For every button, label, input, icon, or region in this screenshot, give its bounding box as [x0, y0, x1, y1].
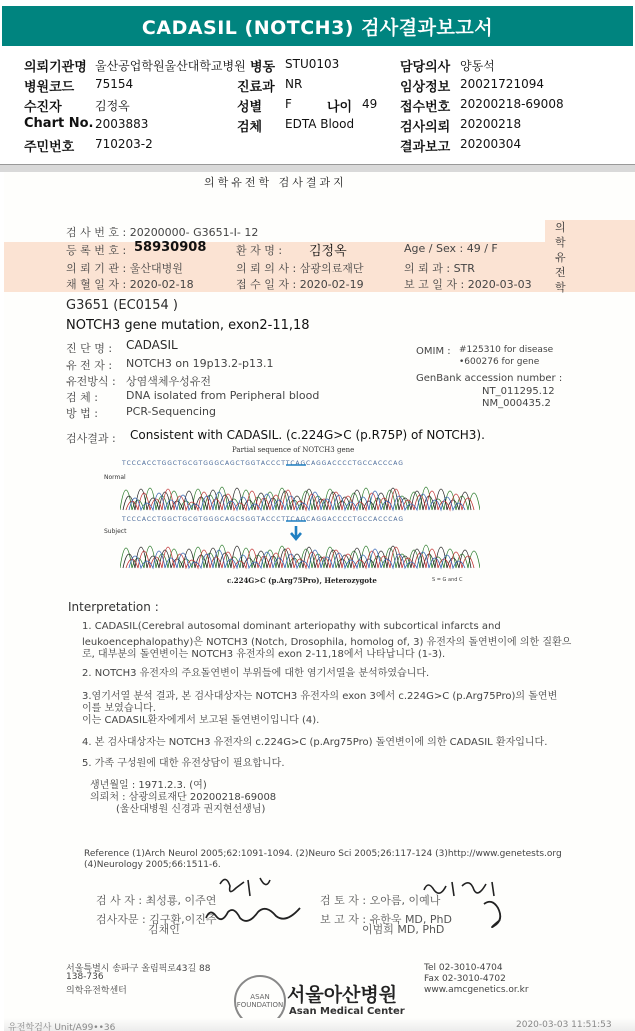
normal-label: Normal: [104, 474, 126, 481]
interp-5: 5. 가족 구성원에 대한 유전상담이 필요합니다.: [82, 758, 285, 769]
omim-disease: #125310 for disease: [459, 345, 554, 355]
diagnosis-value: CADASIL: [126, 338, 178, 352]
patient-value: 김정옥: [309, 244, 347, 259]
examinee-label: 수진자: [24, 100, 62, 115]
interp-3c: 이는 CADASIL환자에게서 보고된 돌연변이입니다 (4).: [82, 715, 320, 726]
clinical-label: 임상정보: [400, 80, 451, 95]
seq-top: T C C C A C C T G G C T G C G T G G G C A G C T G G T A C C C T T C A G C A G G A C C C C T G C C A C C C A G: [122, 460, 403, 467]
inherit-value: 상염색체우성유전: [126, 375, 212, 388]
age-label: 나이: [327, 100, 353, 115]
dept-value: NR: [285, 77, 303, 91]
receipt-value: 20200218-69008: [460, 97, 564, 111]
gene-label: 유 전 자 :: [66, 359, 113, 372]
figure-note: S = G and C: [432, 577, 463, 583]
supervisor-2: 김채인: [148, 923, 180, 936]
verifier: 검 토 자 : 오아름, 이예나: [320, 894, 441, 907]
test-code: G3651 (EC0154 ): [66, 298, 178, 313]
reg-no-value: 58930908: [134, 240, 207, 255]
rrn-label: 주민번호: [24, 140, 75, 155]
sex-label: 성별: [237, 100, 263, 115]
genbank-1: NT_011295.12: [482, 386, 555, 397]
address-1: 서울특별시 송파구 올림픽로43길 88: [66, 964, 211, 974]
result-value: Consistent with CADASIL. (c.224G>C (p.R75P) of NOTCH3).: [130, 428, 485, 442]
contact-web: www.amcgenetics.or.kr: [424, 985, 529, 995]
chart-value: 2003883: [95, 117, 149, 131]
hospital-code-label: 병원코드: [24, 80, 75, 95]
document-title: 의학유전학 검사결과지: [204, 176, 347, 189]
diagnosis-label: 진 단 명 :: [66, 342, 113, 355]
specimen-value-doc: DNA isolated from Peripheral blood: [126, 389, 320, 402]
doc-doctor: 의 뢰 의 사 : 삼광의료재단: [236, 262, 364, 275]
supervisor: 검사자문 : 김구환,이진주: [96, 913, 217, 926]
gene-value: NOTCH3 on 19p13.2-p13.1: [126, 357, 274, 370]
request-value: 20200218: [460, 117, 522, 131]
footer-unit: 유전학검사 Unit/A99••36: [8, 1023, 116, 1031]
ward-value: STU0103: [285, 57, 340, 71]
reporter-2: 이범희 MD, PhD: [362, 923, 445, 936]
document-gap: [0, 165, 635, 172]
request-label: 검사의뢰: [400, 120, 451, 135]
reporter: 보 고 자 : 유한욱 MD, PhD: [320, 913, 452, 926]
reference-2: (4)Neurology 2005;66:1511-6.: [84, 860, 221, 870]
interp-1c: 로, 대부분의 돌연변이는 NOTCH3 유전자의 exon 2-11,18에서 나타납니다 (1-3).: [82, 649, 446, 660]
report-date-label: 결과보고: [400, 140, 451, 155]
interp-1b: leukoencephalopathy)은 NOTCH3 (Notch, Drosophila, homolog of, 3) 유전자의 돌연변이에 의한 질환으: [82, 637, 572, 648]
specimen-label-doc: 검 체 :: [66, 391, 98, 404]
doc-purpose: 의 뢰 과 : STR: [404, 262, 475, 275]
institution-value: 울산공업학원울산대학교병원: [95, 59, 246, 73]
omim-gene: •600276 for gene: [459, 357, 540, 367]
signature-tester: [200, 872, 310, 932]
footer-timestamp: 2020-03-03 11:51:53: [516, 1020, 612, 1030]
collect-date: 채 혈 일 자 : 2020-02-18: [66, 278, 194, 291]
age-sex: Age / Sex : 49 / F: [404, 242, 498, 255]
sex-value: F: [285, 97, 292, 111]
tester: 검 사 자 : 최성룡, 이주연: [96, 894, 217, 907]
scanned-report-document: [4, 172, 635, 1031]
report-date-value: 20200304: [460, 137, 522, 151]
test-number: 검 사 번 호 : 20200000- G3651-I- 12: [66, 226, 259, 239]
interp-4: 4. 본 검사대상자는 NOTCH3 유전자의 c.224G>C (p.Arg75Pro) 돌연변이에 의한 CADASIL 환자입니다.: [82, 737, 548, 748]
figure-title: Partial sequence of NOTCH3 gene: [232, 446, 355, 454]
omim-label: OMIM :: [416, 346, 451, 357]
contact-fax: Fax 02-3010-4702: [424, 974, 506, 984]
method-value: PCR-Sequencing: [126, 405, 216, 418]
age-value: 49: [362, 97, 378, 111]
signature-verifier: [414, 876, 514, 932]
specimen-value: EDTA Blood: [285, 117, 355, 131]
interp-1a: 1. CADASIL(Cerebral autosomal dominant arteriopathy with subcortical infarcts and: [82, 621, 501, 632]
doc-report-date: 보 고 일 자 : 2020-03-03: [404, 278, 532, 291]
hospital-code-value: 75154: [95, 77, 134, 91]
hospital-name-english: Asan Medical Center: [289, 1006, 405, 1017]
address-3: 의학유전학센터: [66, 986, 127, 996]
inherit-label: 유전방식 :: [66, 375, 116, 388]
contact-tel: Tel 02-3010-4704: [424, 963, 503, 973]
genbank-label: GenBank accession number :: [416, 373, 563, 384]
method-label: 방 법 :: [66, 407, 98, 420]
institution-label: 의뢰기관명: [24, 60, 87, 75]
patient-label: 환 자 명 :: [236, 244, 283, 257]
figure-caption: c.224G>C (p.Arg75Pro), Heterozygote: [227, 576, 377, 585]
interp-3a: 3.염기서열 분석 결과, 본 검사대상자는 NOTCH3 유전자의 exon 3에서 c.224G>C (p.Arg75Pro)의 돌연변: [82, 691, 558, 702]
mutation-arrow-icon: [291, 526, 301, 539]
receipt-date: 접 수 일 자 : 2020-02-19: [236, 278, 364, 291]
doc-institution: 의 뢰 기 관 : 울산대병원: [66, 262, 183, 275]
ward-label: 병동: [250, 60, 276, 75]
requester-detail: (울산대병원 신경과 권지현선생님): [116, 804, 266, 815]
doctor-label: 담당의사: [400, 60, 451, 75]
requester: 의뢰처 : 삼광의료재단 20200218-69008: [90, 792, 277, 803]
clinical-value: 20021721094: [460, 77, 544, 91]
receipt-label: 접수번호: [400, 100, 451, 115]
hospital-name-korean: 서울아산병원: [287, 984, 398, 1006]
specimen-label: 검체: [237, 120, 263, 135]
result-label: 검사결과 :: [66, 432, 116, 445]
interpretation-title: Interpretation :: [68, 600, 159, 614]
examinee-value: 김정옥: [95, 99, 130, 113]
logo-text: ASAN FOUNDATION: [236, 993, 284, 1009]
subject-label: Subject: [104, 528, 127, 535]
seq-bottom: T C C C A C C T G G C T G C G T G G G C A G C S G G T A C C C T T C A G C A G G A C C C C T G C C A C C C A G: [122, 516, 403, 523]
rrn-value: 710203-2: [95, 137, 153, 151]
dept-label: 진료과: [237, 80, 275, 95]
address-2: 138-736: [66, 972, 104, 982]
chromatogram-traces: [120, 462, 480, 570]
doctor-value: 양동석: [460, 59, 495, 73]
report-header: [0, 50, 635, 164]
birth-date: 생년월일 : 1971.2.3. (여): [90, 780, 207, 791]
interp-3b: 이를 보였습니다.: [82, 703, 156, 714]
side-vertical-text: 의학유전학: [555, 221, 566, 294]
sequence-figure: [104, 434, 484, 585]
reg-no-label: 등 록 번 호 :: [66, 244, 127, 257]
reference-1: Reference (1)Arch Neurol 2005;62:1091-1094. (2)Neuro Sci 2005;26:117-124 (3)http://www.genetests.org: [84, 849, 562, 859]
interp-2: 2. NOTCH3 유전자의 주요돌연변이 부위들에 대한 염기서열을 분석하였습니다.: [82, 668, 430, 679]
chart-label: Chart No.: [24, 116, 94, 131]
genbank-2: NM_000435.2: [482, 398, 551, 409]
report-banner-title: CADASIL (NOTCH3) 검사결과보고서: [2, 6, 633, 46]
gene-test-name: NOTCH3 gene mutation, exon2-11,18: [66, 318, 310, 333]
